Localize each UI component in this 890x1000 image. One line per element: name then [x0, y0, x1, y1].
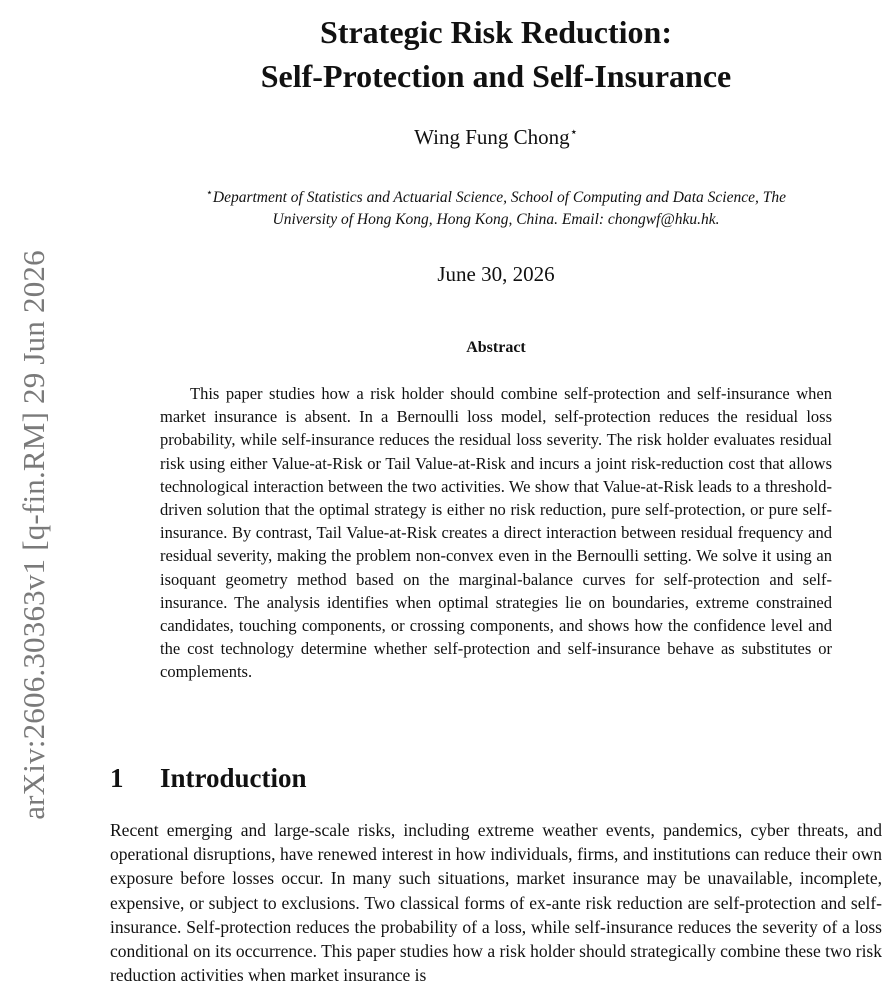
abstract-text: This paper studies how a risk holder should combine self-protection and self-insurance when market insurance is absent. In a Bernoulli loss model, self-protection reduces the residual loss probability, while self-insurance reduces the residual loss severity. The risk holder evaluates residual risk using either Value-at-Risk or Tail Value-at-Risk and incurs a joint risk-reduction cost that allows technological interaction between the two activities. We show that Value-at-Risk leads to a threshold-driven solution that the optimal strategy is either no risk reduction, pure self-protection, or pure self-insurance. By contrast, Tail Value-at-Risk creates a direct interaction between residual frequency and residual severity, making the problem non-convex even in the Bernoulli setting. We solve it using an isoquant geometry method based on the marginal-balance curves for self-protection and self-insurance. The analysis identifies when optimal strategies lie on boundaries, extreme constrained candidates, touching components, or crossing components, and shows how the confidence level and the cost technology determine whether self-protection and self-insurance behave as substitutes or complements.: [160, 384, 832, 682]
introduction-text: Recent emerging and large-scale risks, including extreme weather events, pandemics, cyber threats, and operational disruptions, have renewed interest in how individuals, firms, and institutions can reduce their own exposure before losses occur. In many such situations, market insurance may be unavailable, incomplete, expensive, or subject to exclusions. Two classical forms of ex-ante risk reduction are self-protection and self-insurance. Self-protection reduces the probability of a loss, while self-insurance reduces the severity of a loss conditional on its occurrence. This paper studies how a risk holder should strategically combine these two risk reduction activities when market insurance is: [110, 820, 882, 986]
affiliation-footnote-mark: ⋆: [205, 187, 213, 199]
author-footnote-mark: ⋆: [569, 124, 578, 139]
arxiv-identifier: arXiv:2606.30363v1 [q-fin.RM] 29 Jun 2026: [16, 250, 52, 820]
section-title: Introduction: [160, 763, 307, 793]
title-line-2: Self-Protection and Self-Insurance: [260, 58, 732, 94]
section-number: 1: [110, 763, 124, 793]
affiliation: [110, 182, 882, 231]
paper-title: [110, 10, 882, 98]
author-name: Wing Fung Chong: [414, 125, 570, 149]
affiliation-line-2: University of Hong Kong, Hong Kong, China. Email: chongwf@hku.hk.: [272, 211, 720, 229]
arxiv-sidebar: [12, 215, 56, 855]
abstract-heading: Abstract: [466, 339, 526, 356]
section-heading: [110, 763, 307, 794]
paper-date: June 30, 2026: [437, 262, 555, 286]
author-line: [110, 124, 882, 150]
title-line-1: Strategic Risk Reduction:: [320, 14, 672, 50]
affiliation-line-1: Department of Statistics and Actuarial Science, School of Computing and Data Science, The: [212, 189, 787, 207]
